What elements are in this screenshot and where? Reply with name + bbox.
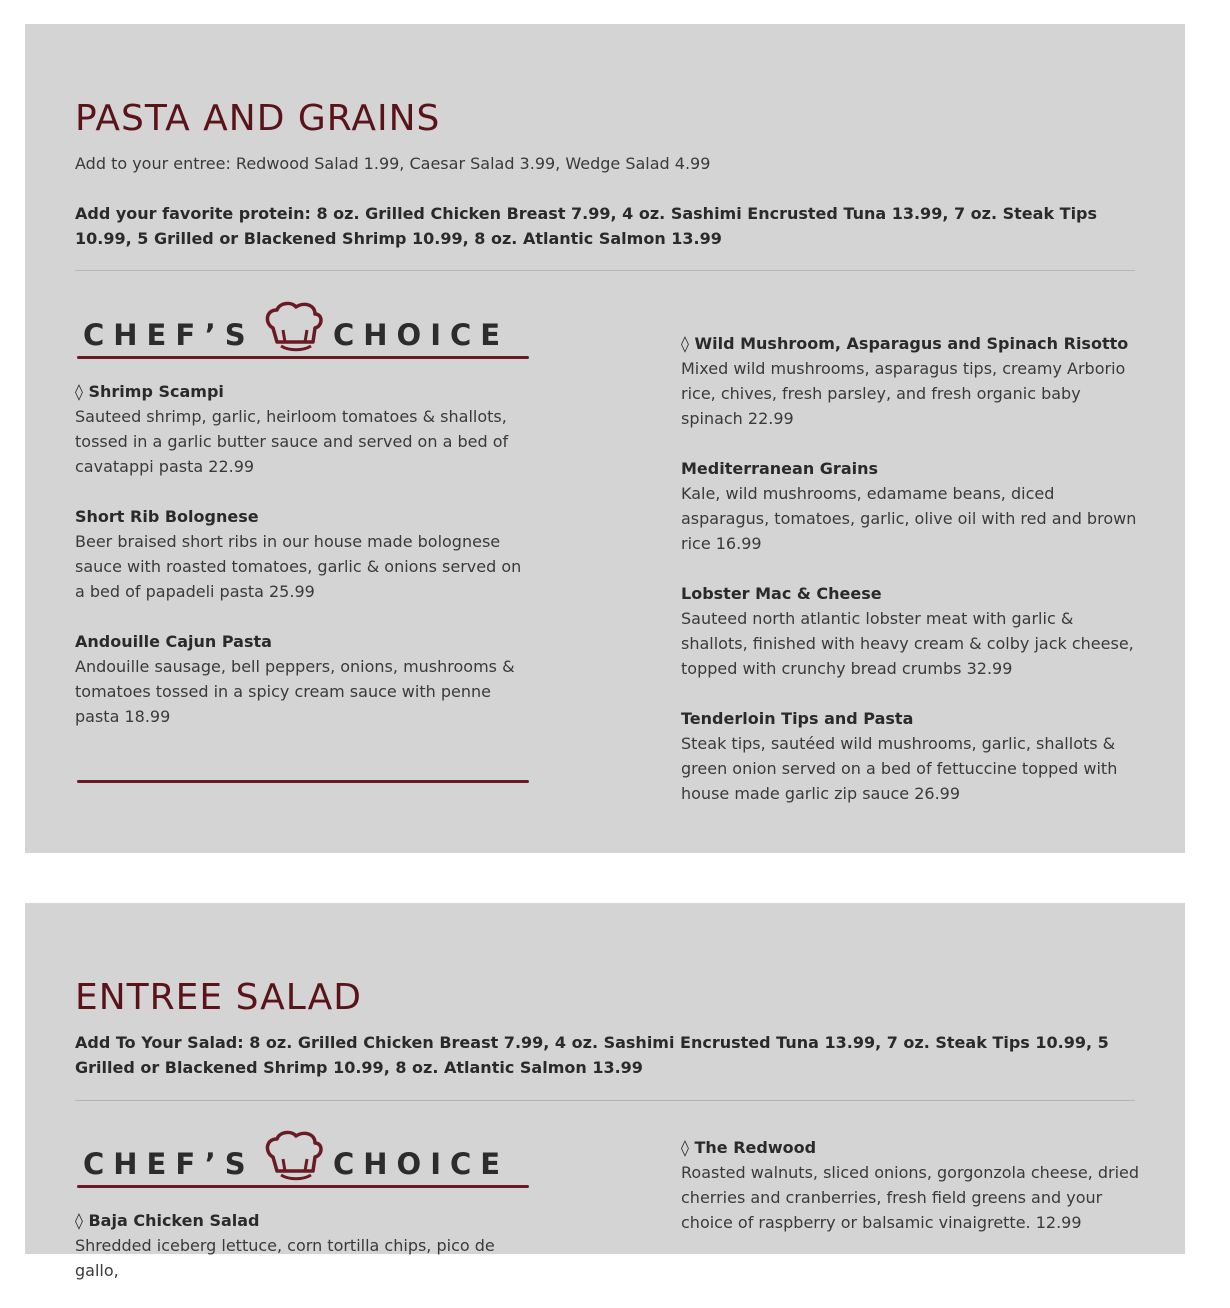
item-description: Andouille sausage, bell peppers, onions, mushrooms & tomatoes tossed in a spicy cream sauce with penne pasta 18.99: [75, 657, 515, 726]
item-name: ◊ The Redwood: [681, 1138, 817, 1157]
addon-salad-line: Add to your entree: Redwood Salad 1.99, Caesar Salad 3.99, Wedge Salad 4.99: [75, 154, 711, 173]
chefs-choice-word-right: CHOICE: [333, 1147, 510, 1181]
section-title-salad: ENTREE SALAD: [75, 977, 362, 1018]
salad-left-column: [75, 1208, 535, 1308]
add-protein-line: Add your favorite protein: 8 oz. Grilled Chicken Breast 7.99, 4 oz. Sashimi Encrusted Tuna 13.99, 7 oz. Steak Tips 10.99, 5 Grilled or Blackened Shrimp 10.99, 8 oz. Atlantic Salmon 13.99: [75, 204, 1098, 248]
chefs-choice-bottom-rule: [77, 780, 529, 783]
pasta-left-column: [75, 379, 535, 754]
add-to-salad-line: Add To Your Salad: 8 oz. Grilled Chicken Breast 7.99, 4 oz. Sashimi Encrusted Tuna 13.99, 7 oz. Steak Tips 10.99, 5 Grilled or Blackened Shrimp 10.99, 8 oz. Atlantic Salmon 13.99: [75, 1033, 1109, 1077]
item-name: ◊ Baja Chicken Salad: [75, 1211, 260, 1230]
chefs-choice-logo: [75, 302, 531, 362]
item-description: Roasted walnuts, sliced onions, gorgonzola cheese, dried cherries and cranberries, fresh field greens and your choice of raspberry or balsamic vinaigrette. 12.99: [681, 1163, 1140, 1232]
menu-item: [75, 504, 535, 604]
item-description: Sauteed north atlantic lobster meat with garlic & shallots, finished with heavy cream & colby jack cheese, topped with crunchy bread crumbs 32.99: [681, 609, 1134, 678]
salad-right-column: [681, 1135, 1141, 1260]
chefs-choice-logo: [75, 1131, 531, 1191]
menu-item: [681, 331, 1141, 431]
menu-item: [75, 379, 535, 479]
item-name: Tenderloin Tips and Pasta: [681, 709, 914, 728]
chefs-choice-word-right: CHOICE: [333, 318, 510, 352]
logo-underline: [77, 356, 529, 359]
chefs-choice-word-left: CHEF’S: [83, 1147, 255, 1181]
item-description: Sauteed shrimp, garlic, heirloom tomatoes & shallots, tossed in a garlic butter sauce and served on a bed of cavatappi pasta 22.99: [75, 407, 509, 476]
pasta-right-column: [681, 331, 1141, 831]
item-name: Mediterranean Grains: [681, 459, 879, 478]
chefs-choice-word-left: CHEF’S: [83, 318, 255, 352]
menu-item: [681, 581, 1141, 681]
divider: [75, 270, 1135, 271]
menu-item: [75, 629, 535, 729]
menu-item: [75, 1208, 535, 1283]
item-description: Mixed wild mushrooms, asparagus tips, creamy Arborio rice, chives, fresh parsley, and fresh organic baby spinach 22.99: [681, 359, 1126, 428]
logo-underline: [77, 1185, 529, 1188]
menu-item: [681, 706, 1141, 806]
pasta-section: [25, 24, 1185, 853]
item-description: Shredded iceberg lettuce, corn tortilla chips, pico de gallo,: [75, 1236, 495, 1280]
item-description: Beer braised short ribs in our house made bolognese sauce with roasted tomatoes, garlic & onions served on a bed of papadeli pasta 25.99: [75, 532, 522, 601]
item-name: ◊ Shrimp Scampi: [75, 382, 224, 401]
menu-item: [681, 456, 1141, 556]
chef-hat-icon: [263, 302, 325, 352]
salad-section: [25, 903, 1185, 1280]
menu-item: [681, 1135, 1141, 1235]
divider: [75, 1100, 1135, 1101]
item-name: Andouille Cajun Pasta: [75, 632, 272, 651]
item-description: Kale, wild mushrooms, edamame beans, diced asparagus, tomatoes, garlic, olive oil with red and brown rice 16.99: [681, 484, 1137, 553]
item-description: Steak tips, sautéed wild mushrooms, garlic, shallots & green onion served on a bed of fettuccine topped with house made garlic zip sauce 26.99: [681, 734, 1118, 803]
section-title-pasta: PASTA AND GRAINS: [75, 98, 441, 139]
item-name: Short Rib Bolognese: [75, 507, 259, 526]
item-name: Lobster Mac & Cheese: [681, 584, 882, 603]
item-name: ◊ Wild Mushroom, Asparagus and Spinach Risotto: [681, 334, 1129, 353]
chef-hat-icon: [263, 1131, 325, 1181]
